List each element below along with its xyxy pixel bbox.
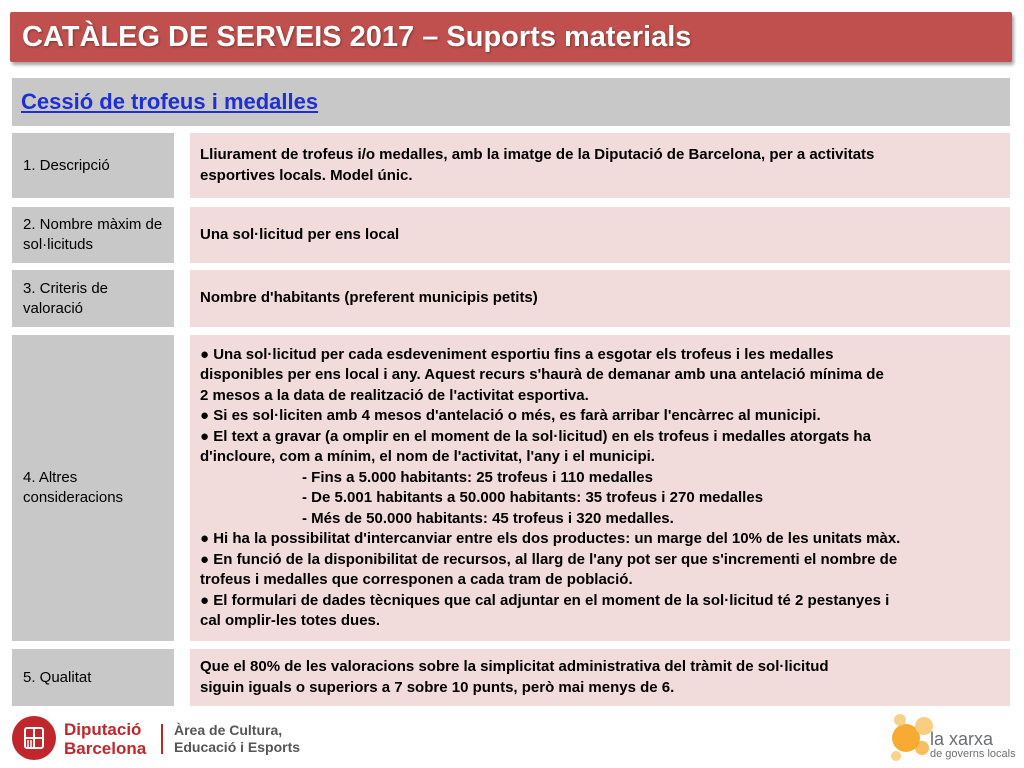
row-label-text: 3. Criteris de valoració: [23, 279, 109, 317]
diputacio-line2: Barcelona: [64, 739, 147, 758]
row-label-descripcio: [12, 133, 174, 198]
content-line: disponibles per ens local i any. Aquest recurs s'haurà de demanar amb una antelació mínima de: [200, 366, 884, 383]
diputacio-logo-icon: [12, 716, 56, 760]
content-line: 2 mesos a la data de realització de l'activitat esportiva.: [200, 386, 589, 404]
diputacio-line1: Diputació: [64, 720, 142, 739]
row-label-text: 4. Altres consideracions: [23, 469, 124, 506]
row-content-altres: [190, 335, 1010, 641]
title-bar: [10, 12, 1012, 62]
area-line2: Educació i Esports: [174, 739, 301, 755]
content-line: siguin iguals o superiors a 7 sobre 10 punts, però mai menys de 6.: [200, 678, 675, 696]
footer-divider: [161, 724, 163, 754]
row-label-text: 1. Descripció: [23, 156, 110, 174]
xarxa-subtitle: de governs locals: [930, 748, 1016, 760]
content-line: Lliurament de trofeus i/o medalles, amb la imatge de la Diputació de Barcelona, per a activitats: [200, 146, 875, 163]
area-name: [174, 722, 300, 756]
content-line: ● Si es sol·liciten amb 4 mesos d'antelació o més, es farà arribar l'encàrrec al municipi.: [200, 407, 821, 424]
content-line: cal omplir-les totes dues.: [200, 612, 381, 629]
content-line: ● Hi ha la possibilitat d'intercanviar entre els dos productes: un marge del 10% de les unitats màx.: [200, 530, 901, 547]
service-title-link[interactable]: Cessió de trofeus i medalles: [21, 89, 319, 114]
content-line: d'incloure, com a mínim, el nom de l'activitat, l'any i el municipi.: [200, 448, 655, 465]
content-line: - Fins a 5.000 habitants: 25 trofeus i 110 medalles: [302, 468, 653, 486]
content-line: Una sol·licitud per ens local: [200, 225, 400, 243]
row-content-criteris: [190, 270, 1010, 327]
area-line1: Àrea de Cultura,: [174, 722, 283, 738]
content-line: - De 5.001 habitants a 50.000 habitants: 35 trofeus i 270 medalles: [302, 489, 764, 506]
row-label-criteris: [12, 270, 174, 327]
content-line: trofeus i medalles que corresponen a cada tram de població.: [200, 571, 633, 588]
row-label-qualitat: [12, 649, 174, 706]
xarxa-title: la xarxa: [930, 729, 994, 749]
content-line: Que el 80% de les valoracions sobre la simplicitat administrativa del tràmit de sol·licitud: [200, 658, 829, 675]
content-line: ● El text a gravar (a omplir en el moment de la sol·licitud) en els trofeus i medalles atorgats ha: [200, 427, 871, 445]
row-label-nombre-maxim: [12, 207, 174, 263]
content-line: ● El formulari de dades tècniques que cal adjuntar en el moment de la sol·licitud té 2 pestanyes i: [200, 591, 890, 609]
crest-icon: [19, 723, 49, 753]
content-line: - Més de 50.000 habitants: 45 trofeus i 320 medalles.: [302, 509, 674, 527]
row-label-text: 2. Nombre màxim de sol·licituds: [23, 216, 163, 253]
subtitle-bar: [12, 78, 1010, 126]
row-label-altres: [12, 335, 174, 641]
content-line: Nombre d'habitants (preferent municipis petits): [200, 289, 538, 307]
row-content-qualitat: [190, 649, 1010, 706]
page-title: CATÀLEG DE SERVEIS 2017 – Suports materials: [22, 20, 692, 53]
content-line: ● Una sol·licitud per cada esdeveniment esportiu fins a esgotar els trofeus i les medalles: [200, 345, 834, 363]
content-line: ● En funció de la disponibilitat de recursos, al llarg de l'any pot ser que s'incrementi el nombre de: [200, 550, 898, 568]
diputacio-name: [64, 720, 146, 758]
footer: [0, 708, 1024, 768]
row-content-descripcio: [190, 133, 1010, 198]
row-label-text: 5. Qualitat: [23, 668, 92, 686]
row-content-nombre-maxim: [190, 207, 1010, 263]
content-line: esportives locals. Model únic.: [200, 166, 413, 184]
